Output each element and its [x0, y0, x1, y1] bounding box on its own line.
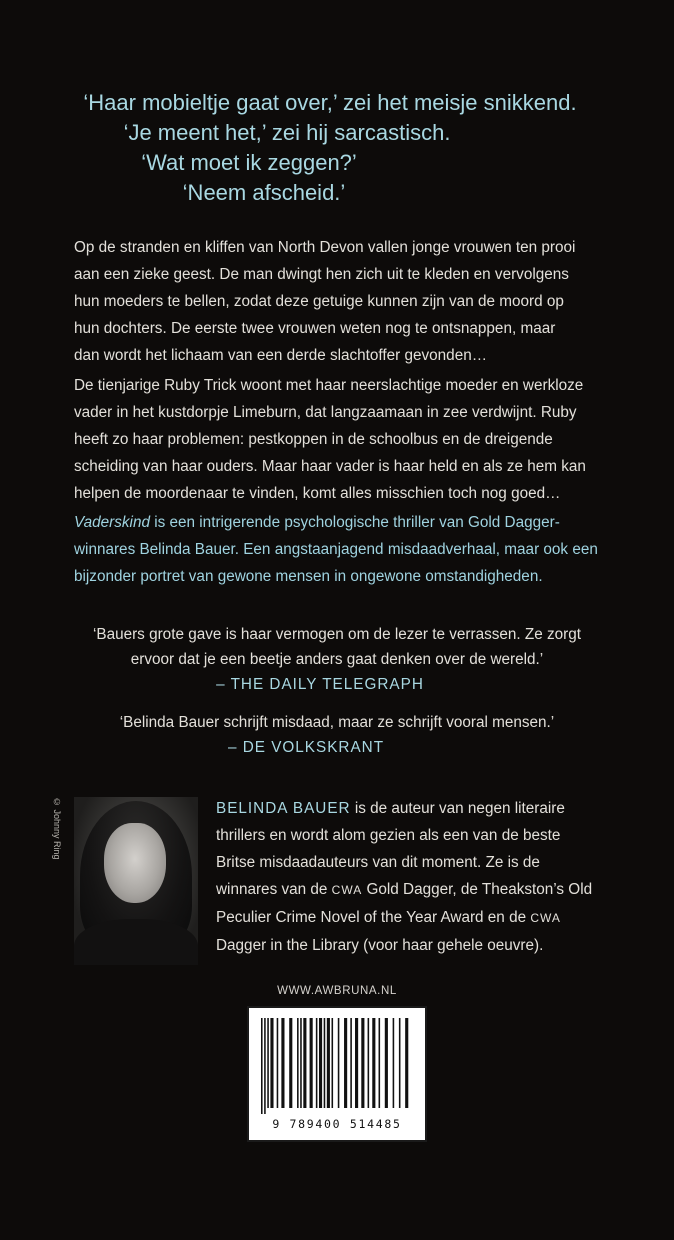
barcode-bar [267, 1018, 269, 1108]
blurb-text: is een intrigerende psychologische thriller van Gold Dagger- [149, 514, 560, 531]
bio-line [216, 904, 636, 932]
review-line: ervoor dat je een beetje anders gaat denken over de wereld.’ [130, 651, 544, 668]
isbn-number: 9 789400 514485 [272, 1117, 402, 1131]
blurb-line: dan wordt het lichaam van een derde slachtoffer gevonden… [74, 347, 488, 364]
bio-text: Peculier Crime Novel of the Year Award en de [216, 909, 531, 926]
blurb-line: helpen de moordenaar te vinden, komt alles misschien toch nog goed… [74, 485, 561, 502]
blurb-line: hun moeders te bellen, zodat deze getuige kunnen zijn van de moord op [74, 293, 564, 310]
publisher-website[interactable]: WWW.AWBRUNA.NL [277, 985, 397, 997]
blurb-line: Op de stranden en kliffen van North Devon vallen jonge vrouwen ten prooi [74, 239, 576, 256]
review-source: – DE VOLKSKRANT [227, 739, 385, 756]
blurb-line [74, 509, 634, 536]
dialogue-line: ‘Wat moet ik zeggen?’ [141, 150, 357, 175]
barcode-bar [361, 1018, 364, 1108]
blurb-paragraph-3 [74, 509, 634, 590]
barcode-bar [344, 1018, 347, 1108]
bio-line [216, 876, 636, 904]
barcode-bar [300, 1018, 302, 1108]
author-bio [216, 795, 636, 959]
blurb-line: hun dochters. De eerste twee vrouwen weten nog te ontsnappen, maar [74, 320, 556, 337]
barcode-bar [405, 1018, 408, 1108]
bio-text: is de auteur van negen literaire [350, 800, 565, 817]
barcode-bar [270, 1018, 273, 1108]
blurb-line: aan een zieke geest. De man dwingt hen zich uit te kleden en vervolgens [74, 266, 569, 283]
bio-line: Dagger in the Library (voor haar gehele oeuvre). [216, 937, 544, 954]
review-line: ‘Belinda Bauer schrijft misdaad, maar ze schrijft vooral mensen.’ [119, 714, 555, 731]
blurb-line: De tienjarige Ruby Trick woont met haar neerslachtige moeder en werkloze [74, 377, 584, 394]
barcode-bar [399, 1018, 401, 1108]
barcode-bar [385, 1018, 388, 1108]
barcode-bar [319, 1018, 322, 1108]
blurb-paragraph-1 [74, 234, 634, 369]
barcode-bar [281, 1018, 284, 1108]
blurb-line: vader in het kustdorpje Limeburn, dat langzaamaan in zee verdwijnt. Ruby [74, 404, 577, 421]
blurb-paragraph-2 [74, 372, 634, 507]
barcode-bar [350, 1018, 352, 1108]
barcode-bar [310, 1018, 313, 1108]
barcode-bar [316, 1018, 318, 1108]
review-quote-2 [0, 710, 674, 760]
teaser-dialogue [0, 88, 674, 208]
bio-line [216, 795, 636, 822]
barcode-bar [324, 1018, 326, 1108]
barcode-bar [289, 1018, 292, 1108]
barcode-bar [327, 1018, 330, 1108]
isbn-barcode [247, 1006, 427, 1142]
barcode-bar [277, 1018, 279, 1108]
review-line: ‘Bauers grote gave is haar vermogen om de lezer te verrassen. Ze zorgt [92, 626, 582, 643]
blurb-line: bijzonder portret van gewone mensen in ongewone omstandigheden. [74, 568, 543, 585]
bio-line: Britse misdaadauteurs van dit moment. Ze is de [216, 854, 540, 871]
bio-text: Gold Dagger, de Theakston’s Old [362, 881, 593, 898]
barcode-bar [261, 1018, 263, 1114]
barcode-bar [372, 1018, 375, 1108]
barcode-bar [379, 1018, 381, 1108]
bio-line: thrillers en wordt alom gezien als een van de beste [216, 827, 561, 844]
dialogue-line: ‘Je meent het,’ zei hij sarcastisch. [123, 120, 451, 145]
blurb-line: winnares Belinda Bauer. Een angstaanjagend misdaadverhaal, maar ook een [74, 541, 598, 558]
blurb-line: heeft zo haar problemen: pestkoppen in de schoolbus en de dreigende [74, 431, 553, 448]
barcode-bar [303, 1018, 306, 1108]
dialogue-line: ‘Neem afscheid.’ [182, 180, 346, 205]
cwa-abbreviation: CWA [530, 911, 561, 925]
barcode-bar [297, 1018, 299, 1108]
blurb-line: scheiding van haar ouders. Maar haar vader is haar held en als ze hem kan [74, 458, 586, 475]
bio-text: winnares van de [216, 881, 332, 898]
barcode-bar [368, 1018, 370, 1108]
barcode-bar [338, 1018, 340, 1108]
cwa-abbreviation: CWA [331, 883, 363, 897]
barcode-bars [259, 1018, 415, 1114]
author-name: BELINDA BAUER [216, 800, 351, 817]
review-source: – THE DAILY TELEGRAPH [216, 676, 424, 693]
barcode-bar [264, 1018, 266, 1114]
dialogue-line: ‘Haar mobieltje gaat over,’ zei het meisje snikkend. [83, 90, 577, 115]
review-quote-1 [0, 622, 674, 697]
book-title: Vaderskind [74, 514, 150, 531]
barcode-bar [355, 1018, 358, 1108]
barcode-bar [393, 1018, 395, 1108]
barcode-bar [332, 1018, 334, 1108]
author-photo [74, 797, 198, 965]
photo-credit: © Johnny Ring [52, 797, 62, 860]
